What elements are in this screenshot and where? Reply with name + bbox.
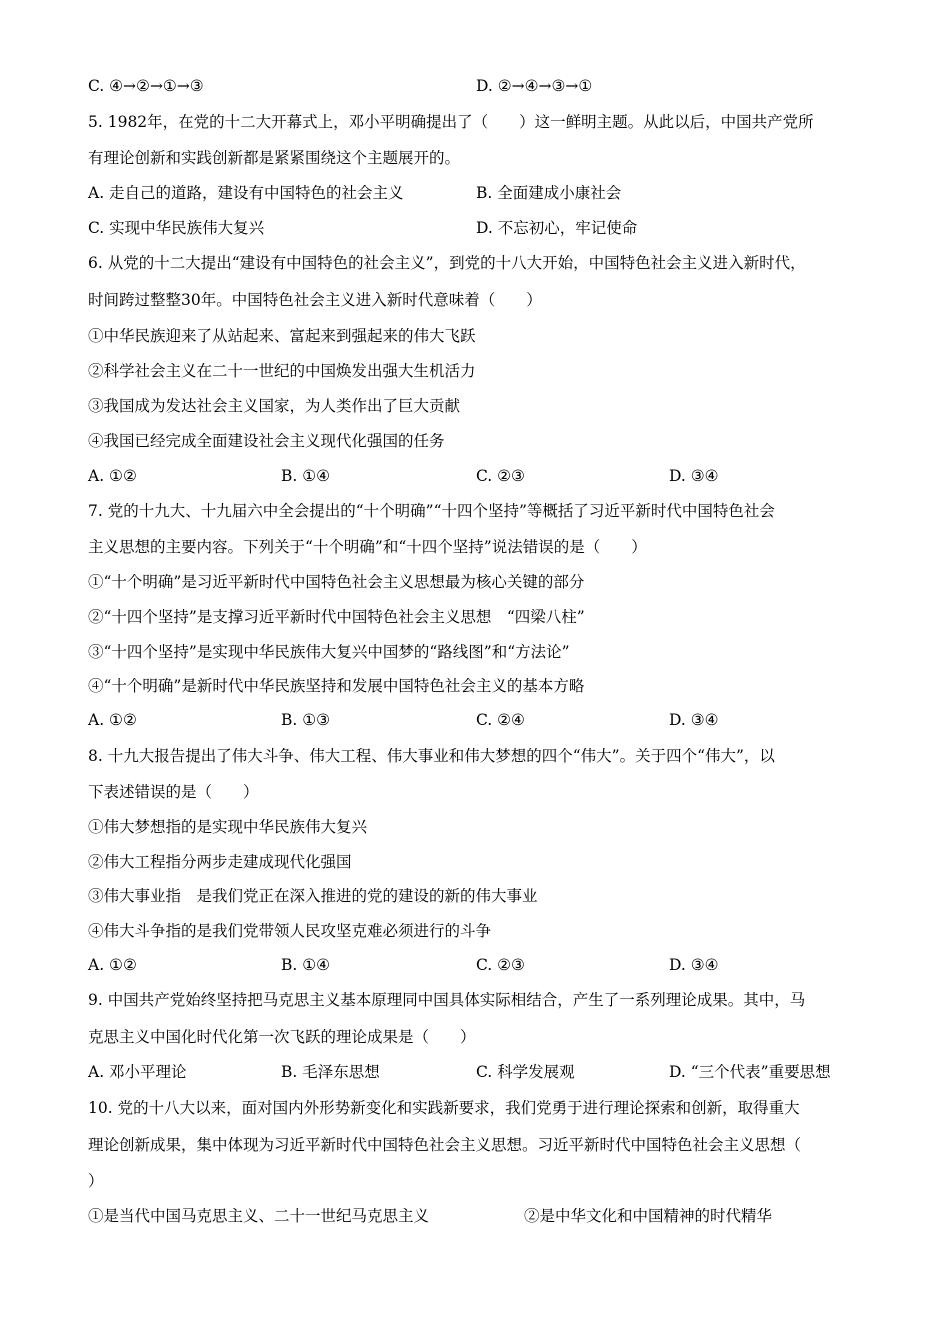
q6-item-3: ③我国成为发达社会主义国家，为人类作出了巨大贡献: [88, 397, 461, 415]
q5-option-b: B. 全面建成小康社会: [476, 184, 622, 202]
q5-option-c: C. 实现中华民族伟大复兴: [88, 219, 265, 237]
q6-option-c: C. ②③: [476, 467, 525, 485]
q7-item-3: ③“十四个坚持”是实现中华民族伟大复兴中国梦的“路线图”和“方法论”: [88, 643, 570, 661]
q9-stem-line-2: 克思主义中国化时代化第一次飞跃的理论成果是（ ）: [88, 1028, 476, 1046]
q7-item-4: ④“十个明确”是新时代中华民族坚持和发展中国特色社会主义的基本方略: [88, 677, 585, 695]
q6-stem-line-2: 时间跨过整整30年。中国特色社会主义进入新时代意味着（ ）: [88, 291, 542, 309]
q7-item-2: ②“十四个坚持”是支撑习近平新时代中国特色社会主义思想 “四梁八柱”: [88, 608, 585, 626]
q10-stem-line-1: 10. 党的十八大以来，面对国内外形势新变化和实践新要求，我们党勇于进行理论探索和创新，取得重大: [88, 1099, 800, 1117]
q10-stem-line-3: ）: [88, 1172, 104, 1190]
q6-option-d: D. ③④: [669, 467, 719, 485]
q8-option-a: A. ①②: [88, 956, 137, 974]
q6-option-a: A. ①②: [88, 467, 137, 485]
q5-stem-line-2: 有理论创新和实践创新都是紧紧围绕这个主题展开的。: [88, 149, 461, 167]
q6-item-2: ②科学社会主义在二十一世纪的中国焕发出强大生机活力: [88, 362, 476, 380]
q9-option-a: A. 邓小平理论: [88, 1063, 187, 1081]
q7-option-a: A. ①②: [88, 711, 137, 729]
q10-item-2: ②是中华文化和中国精神的时代精华: [524, 1207, 773, 1225]
q6-item-4: ④我国已经完成全面建设社会主义现代化强国的任务: [88, 432, 445, 450]
q6-item-1: ①中华民族迎来了从站起来、富起来到强起来的伟大飞跃: [88, 327, 476, 345]
q6-option-b: B. ①④: [281, 467, 331, 485]
q10-item-1: ①是当代中国马克思主义、二十一世纪马克思主义: [88, 1207, 430, 1225]
q9-option-d: D. “三个代表”重要思想: [669, 1063, 831, 1081]
q7-option-b: B. ①③: [281, 711, 331, 729]
q8-option-c: C. ②③: [476, 956, 525, 974]
prev-option-c: C. ④→②→①→③: [88, 77, 204, 95]
q5-option-a: A. 走自己的道路，建设有中国特色的社会主义: [88, 184, 404, 202]
q8-item-2: ②伟大工程指分两步走建成现代化强国: [88, 853, 352, 871]
q10-stem-line-2: 理论创新成果，集中体现为习近平新时代中国特色社会主义思想。习近平新时代中国特色社会主义思想（: [88, 1136, 802, 1154]
q8-item-4: ④伟大斗争指的是我们党带领人民攻坚克难必须进行的斗争: [88, 922, 492, 940]
q7-option-c: C. ②④: [476, 711, 525, 729]
q5-option-d: D. 不忘初心，牢记使命: [476, 219, 638, 237]
q7-option-d: D. ③④: [669, 711, 719, 729]
q9-stem-line-1: 9. 中国共产党始终坚持把马克思主义基本原理同中国具体实际相结合，产生了一系列理论成果。其中，马: [88, 991, 806, 1009]
q8-stem-line-2: 下表述错误的是（ ）: [88, 783, 259, 801]
q8-item-3: ③伟大事业指 是我们党正在深入推进的党的建设的新的伟大事业: [88, 887, 538, 905]
q7-item-1: ①“十个明确”是习近平新时代中国特色社会主义思想最为核心关键的部分: [88, 573, 585, 591]
q9-option-c: C. 科学发展观: [476, 1063, 575, 1081]
q8-item-1: ①伟大梦想指的是实现中华民族伟大复兴: [88, 818, 368, 836]
q8-option-b: B. ①④: [281, 956, 331, 974]
q6-stem-line-1: 6. 从党的十二大提出“建设有中国特色的社会主义”，到党的十八大开始，中国特色社会主义进入新时代，: [88, 254, 806, 272]
q8-option-d: D. ③④: [669, 956, 719, 974]
q5-stem-line-1: 5. 1982年，在党的十二大开幕式上，邓小平明确提出了（ ）这一鲜明主题。从此以后，中国共产党所: [88, 113, 814, 131]
q8-stem-line-1: 8. 十九大报告提出了伟大斗争、伟大工程、伟大事业和伟大梦想的四个“伟大”。关于四个“伟大”，以: [88, 747, 775, 765]
q7-stem-line-2: 主义思想的主要内容。下列关于“十个明确”和“十四个坚持”说法错误的是（ ）: [88, 538, 647, 556]
q7-stem-line-1: 7. 党的十九大、十九届六中全会提出的“十个明确”“十四个坚持”等概括了习近平新时代中国特色社会: [88, 502, 775, 520]
prev-option-d: D. ②→④→③→①: [476, 77, 593, 95]
q9-option-b: B. 毛泽东思想: [281, 1063, 380, 1081]
